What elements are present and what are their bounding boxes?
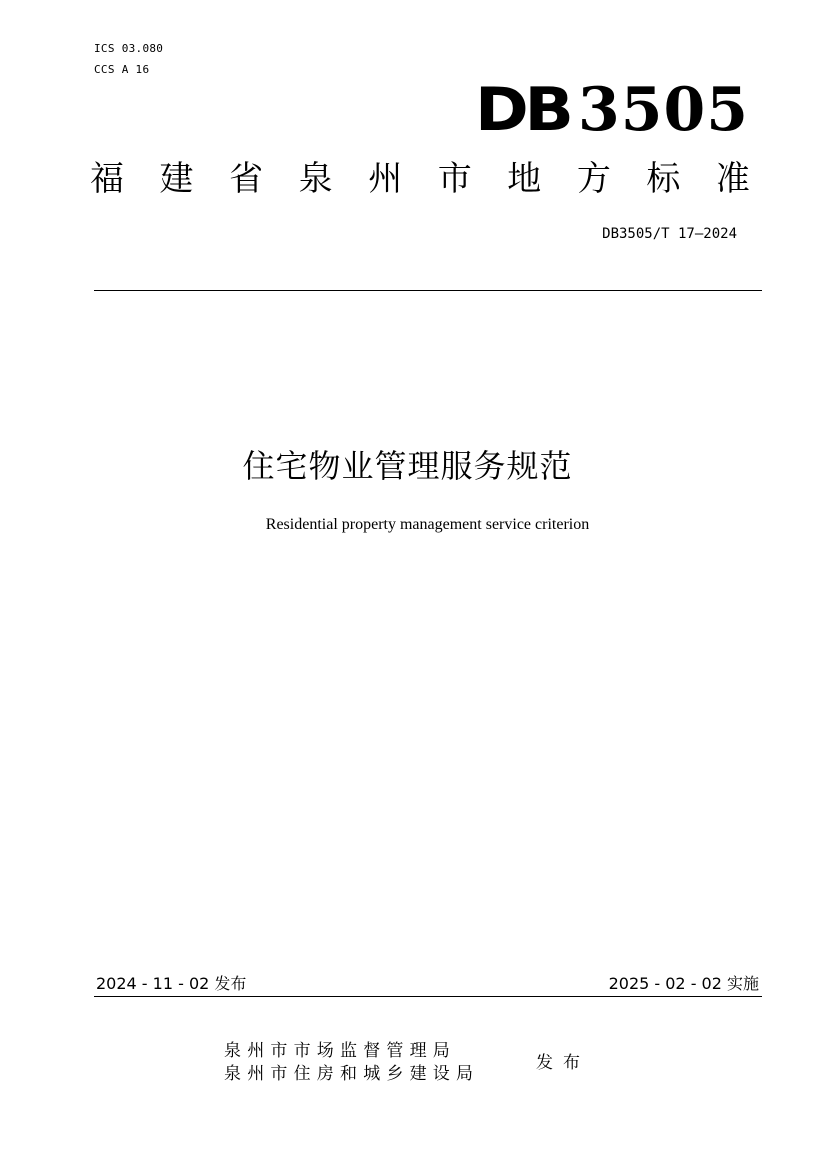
standard-type-char: 地 — [507, 159, 542, 199]
standard-logo — [475, 75, 749, 145]
standard-type-char: 泉 — [298, 159, 333, 199]
title-english: Residential property management service criterion — [265, 516, 590, 533]
standard-type-char: 市 — [437, 159, 472, 199]
standard-type-char: 州 — [368, 159, 403, 199]
top-divider — [94, 290, 762, 291]
issue-date: 2024 - 11 - 02 发布 — [96, 974, 247, 993]
title-chinese: 住宅物业管理服务规范 — [242, 447, 573, 485]
issuer-market-supervision: 泉州市市场监督管理局 — [224, 1041, 456, 1061]
standard-type-char: 方 — [576, 159, 611, 199]
ccs-code: CCS A 16 — [94, 63, 150, 76]
bottom-divider — [94, 996, 762, 997]
publish-label: 发布 — [536, 1053, 590, 1073]
standard-type-char: 标 — [646, 159, 681, 199]
standard-type-heading — [90, 158, 750, 200]
issuing-authorities — [224, 1040, 479, 1086]
standard-type-char: 准 — [715, 159, 750, 199]
logo-region-code: 3505 — [578, 75, 749, 145]
standard-type-char: 省 — [229, 159, 264, 199]
ics-code: ICS 03.080 — [94, 42, 164, 55]
issuer-housing-construction: 泉州市住房和城乡建设局 — [224, 1064, 480, 1084]
logo-prefix: DB — [475, 75, 570, 145]
implementation-date: 2025 - 02 - 02 实施 — [608, 974, 759, 993]
standard-type-char: 建 — [159, 159, 194, 199]
standard-type-char: 福 — [90, 159, 124, 199]
standard-number: DB3505/T 17—2024 — [602, 226, 737, 242]
